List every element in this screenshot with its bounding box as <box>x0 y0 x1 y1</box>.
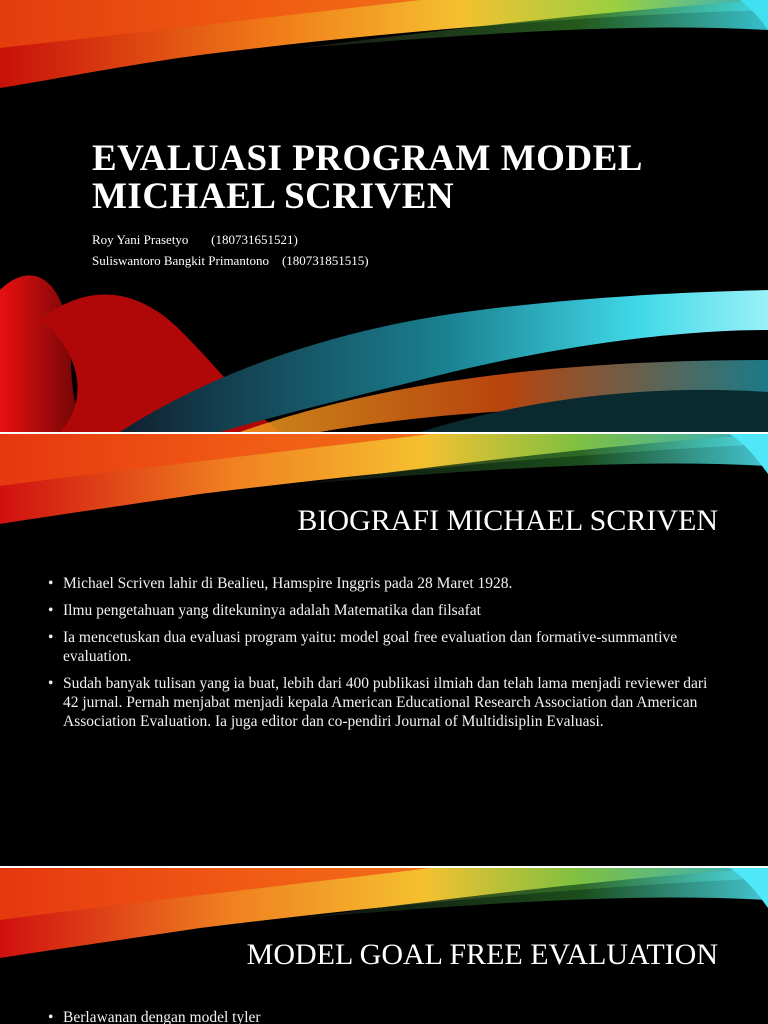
author-line-1: Roy Yani Prasetyo (180731651521) <box>92 232 298 247</box>
list-item: • Berlawanan dengan model tyler <box>46 1008 711 1024</box>
list-item: • Sudah banyak tulisan yang ia buat, lebih dari 400 publikasi ilmiah dan telah lama menjadi reviewer dari 42 jurnal. Pernah menjabat menjadi kepala American Educational Research Association dan American Association Evaluation. Ia juga editor dan co-pendiri Journal of Multidisiplin Evaluasi. <box>46 674 711 731</box>
bullet-list <box>46 1008 711 1024</box>
list-item: • Ia mencetuskan dua evaluasi program yaitu: model goal free evaluation dan formative-summantive evaluation. <box>46 628 711 666</box>
slide-title: BIOGRAFI MICHAEL SCRIVEN <box>297 504 718 537</box>
slide-title: MODEL GOAL FREE EVALUATION <box>246 938 718 971</box>
model-slide <box>0 868 768 1024</box>
list-item: • Ilmu pengetahuan yang ditekuninya adalah Matematika dan filsafat <box>46 601 711 620</box>
biography-slide <box>0 434 768 866</box>
presentation-title: EVALUASI PROGRAM MODEL MICHAEL SCRIVEN <box>92 138 641 217</box>
bullet-list <box>46 574 711 739</box>
title-slide <box>0 0 768 432</box>
list-item: • Michael Scriven lahir di Bealieu, Hamspire Inggris pada 28 Maret 1928. <box>46 574 711 593</box>
author-line-2: Suliswantoro Bangkit Primantono (180731851515) <box>92 253 369 268</box>
